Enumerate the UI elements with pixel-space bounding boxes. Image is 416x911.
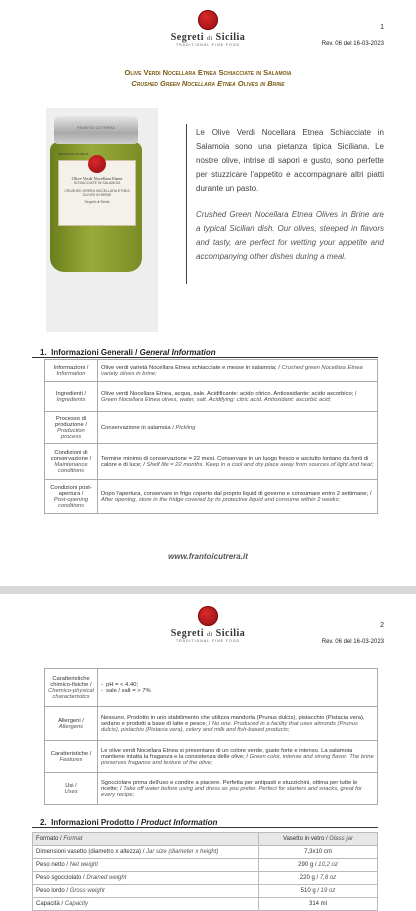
product-title-it: Olive Verdi Nocellara Etnea Schiacciate in Salamoia [124,68,292,77]
row-value: 314 ml [259,898,378,911]
row-value: Vasetto in vetro / Glass jar [259,833,378,846]
row-value: Nessuno. Prodotto in uno stabilimento che utilizza mandorla (Prunus dulcis), pistacchio (Pistacia vera), sedano e prodotti a base di latte e pesce; / No one. Produced in a facility that uses almonds (Prunus dulcis), pistachio (Pistacia vera), celery and milk and fish-based products; [98,707,378,741]
table-row [33,846,378,859]
row-label: Condizioni post-apertura / Post-opening conditions [45,480,98,514]
row-label: Capacità / Capacity [33,898,259,911]
general-info-table [44,359,378,514]
section-1-title: 1. Informazioni Generali / General Information [40,348,216,357]
page-2 [0,594,416,906]
brand-tagline: TRADITIONAL FINE FOOD [175,639,241,643]
row-value: 510 g / 19 oz [259,885,378,898]
row-value: Olive verdi varietà Nocellara Etnea schiacciate e messe in salamoia; / Crushed green Nocellara Etnea variety olives in brine; [98,360,378,382]
table-row [33,885,378,898]
row-label: Caratteristiche / Features [45,741,98,773]
page-number: 2 [380,622,384,629]
row-value: 290 g / 10,2 oz [259,859,378,872]
characteristics-table [44,668,378,805]
table-row [45,444,378,480]
section-2-rule [32,827,378,828]
list-item: - pH = < 4.40; [101,681,139,688]
row-value: Dopo l'apertura, conservare in frigo coperto dal proprio liquid di governo e consumare entro 2 settimane; / After opening, store in the fridge covered by its protective liquid and consume within 2 weeks; [98,480,378,514]
table-row [45,741,378,773]
section-1-rule [32,357,378,358]
table-row [45,773,378,805]
description-divider [186,124,187,284]
wax-seal-icon [198,606,218,626]
row-value: Conservazione in salamoia / Pickling [98,412,378,444]
table-row [45,382,378,412]
jar-subtitle: SCHIACCIATE IN SALAMOIA [73,181,121,185]
row-value: 220 g / 7,8 oz [259,872,378,885]
brand-name: Segreti di Sicilia [170,32,246,43]
table-row [33,859,378,872]
table-row [45,669,378,707]
revision-label: Rev. 06 del 16-03-2023 [321,639,384,645]
jar-lid-text: FRANTOI CUTRERA [77,125,115,130]
row-label: Formato / Format [33,833,259,846]
brand-logo [0,606,416,643]
row-label: Processo di produzione / Production process [45,412,98,444]
table-row [45,480,378,514]
page-separator [0,586,416,594]
brand-name: Segreti di Sicilia [170,628,246,639]
row-label: Usi / Uses [45,773,98,805]
jar-italy-label: PRODOTTO IN ITALIA [58,152,89,156]
page-number: 1 [380,24,384,31]
row-label: Caratteristiche chimico-fisiche / Chemico-physical characteristics [45,669,98,707]
list-item: - sale / salt = > 7% [101,687,151,694]
wax-seal-icon [198,10,218,30]
row-label: Peso sgocciolato / Drained weight [33,872,259,885]
jar-label [58,160,136,226]
table-row [45,412,378,444]
jar-seal-icon [88,155,106,173]
table-row [33,833,378,846]
row-label: Ingredienti / Ingredients [45,382,98,412]
table-row [45,707,378,741]
row-label: Allergeni / Allergens [45,707,98,741]
row-label: Condizioni di conservazione / Maintenance conditions [45,444,98,480]
row-label: Peso lordo / Gross weight [33,885,259,898]
row-value: Termine minimo di conservazione = 22 mesi. Conservare in un luogo fresco e asciutto lontano da fonti di calore e di luce; / Shelf life = 22 months. Keep in a cool and dry place away from sources of light and heat; [98,444,378,480]
product-info-table [32,832,378,911]
product-description [196,126,384,276]
website-link[interactable]: www.frantoicutrera.it [168,552,248,561]
revision-label: Rev. 06 del 16-03-2023 [321,41,384,47]
brand-tagline: TRADITIONAL FINE FOOD [175,43,241,47]
product-image [46,108,158,332]
row-label: Peso netto / Net weight [33,859,259,872]
product-title-en: Crushed Green Nocellara Etnea Olives in Brine [131,79,285,88]
row-value: Olive verdi Nocellara Etnea, acqua, sale. Acidificante: acido citrico. Antiossidante: acido ascorbico; / Green Nocellara Etnea olives, water, salt. Acidifying: citric acid. Antioxidant: ascorbic acid; [98,382,378,412]
jar-lid [54,116,138,144]
row-label: Informazioni / Information [45,360,98,382]
jar-maker: Segreti di Sicilia [84,200,110,204]
row-value [98,669,378,707]
row-value: Le olive verdi Nocellara Etnea si presentano di un colore verde, gusto forte e intenso. La salamoia mantiene intatta la fraganza e la consistenza delle olive; / Green color, intense and strong flavor. The brine preserves fragance and texture of the olive; [98,741,378,773]
jar-name: Olive Verdi Nocellara Etnea [71,176,123,181]
row-value: 7,3x10 cm [259,846,378,859]
section-2-title: 2. Informazioni Prodotto / Product Information [40,818,218,827]
jar-body [50,142,142,272]
description-en: Crushed Green Nocellara Etnea Olives in Brine are a typical Sicilian dish. Our olives, steeped in flavors and tasty, are perfect for wetting your appetite and accompanying other dishes during a meal. [196,210,384,261]
row-label: Dimensioni vasetto (diametro x altezza) / Jar size (diameter x height) [33,846,259,859]
table-row [45,360,378,382]
table-row [33,872,378,885]
table-row [33,898,378,911]
jar-english: CRUSHED GREEN NOCELLARA ETNEA OLIVES IN BRINE [64,189,130,197]
description-it: Le Olive Verdi Nocellara Etnea Schiacciate in Salamoia sono una pietanza tipica Siciliana. Le nostre olive, intrise di sapori e gusto, sono perfette per stuzzicare l'appetito e accompagnare altri piatti durante un pasto. [196,128,384,193]
row-value: Sgocciolare prima dell'uso e condire a piacere. Perfetta per antipasti e stuzzichini, ottima per tutte le ricette; / Take off water before using and dress as you prefer. Perfect for starters and snacks, great for every recipe; [98,773,378,805]
